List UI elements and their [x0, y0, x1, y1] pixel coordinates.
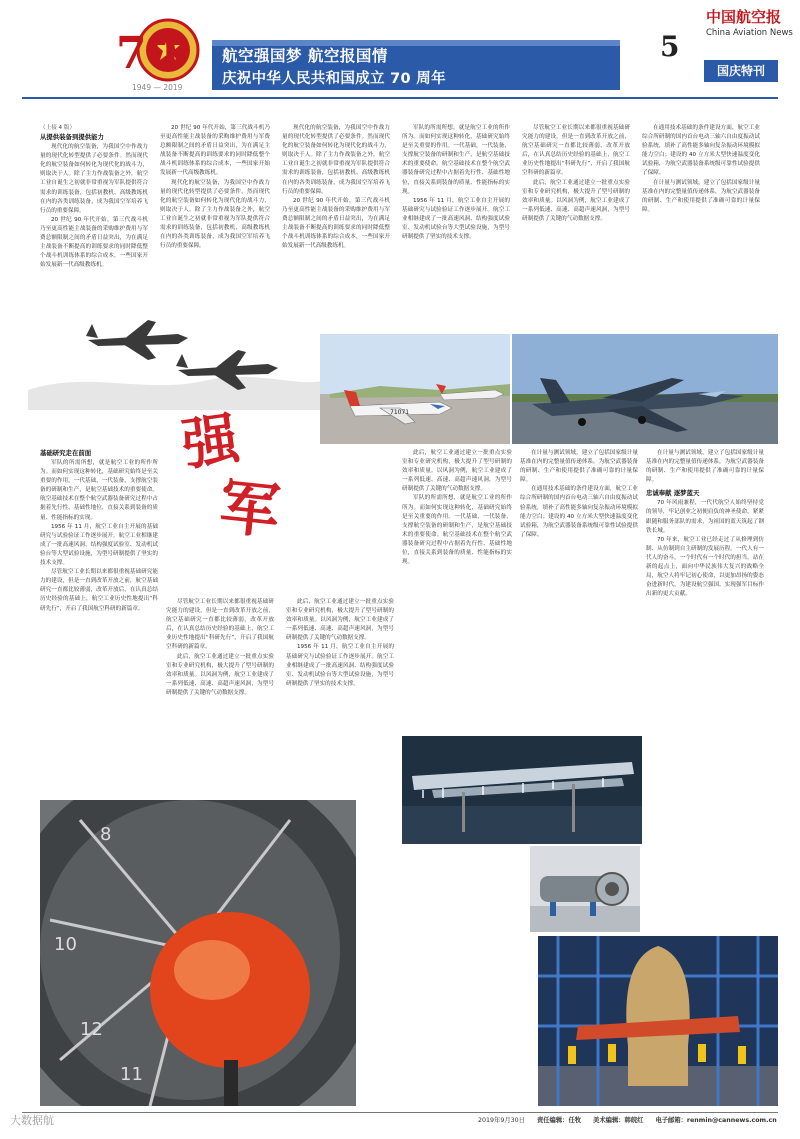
paragraph: 在计量与测试领域，建立了包括国家级计量基准在内的完整量值传递体系，为航空武器装备的研制、生产和使用提供了准确可靠的计量保障。 [642, 179, 760, 213]
header-rule [22, 97, 778, 99]
watermark: 大数据航 [10, 1114, 54, 1127]
article-column-12 [646, 449, 764, 889]
email-credit [655, 1117, 776, 1124]
art-editor-name: 韩皖红 [624, 1117, 644, 1124]
paragraph: 70 年风雨兼程，一代代航空人始终坚持党的领导，牢记创业之初便肩负的神圣使命，紧紧跟随和服务部队的需求，为祖国的蓝天筑起了钢铁长城。 [646, 500, 764, 534]
paragraph: 军队的所需所想，就是航空工业的所作所为。而如何实现这种转化，基础研究始终是至关重要的作用。一代基础，一代装备，支撑航空装备的研制和生产，是航空基础技术的重要使命。航空基础技术在整个航空武器装备研究过程中占据着先行性、基础性地位，直接关系到装备的质量、性能指标的实现。 [402, 125, 510, 195]
paragraph: 此后，航空工业通过建立一批重点实验室和专业研究机构，极大提升了型号研制的效率和质量。以风洞为例，航空工业建成了一系列低速、高速、高超声速风洞，为型号研制提供了关键的气动数据支撑。 [166, 653, 274, 696]
structural-test-rig-photo [538, 936, 778, 1106]
paragraph: 此后，航空工业通过建立一批重点实验室和专业研究机构，极大提升了型号研制的效率和质量。以风洞为例，航空工业建成了一系列低速、高速、高超声速风洞，为型号研制提供了关键的气动数据支撑。 [402, 450, 512, 493]
anniversary-number: 70 [116, 28, 178, 79]
calligraphy-char-2: 军 [215, 472, 283, 548]
article-column-3 [282, 124, 390, 304]
paragraph: 现代化的航空装备，为我国空中作战力量的现代化转型提供了必要条件。然而现代化的航空装备如何转化为现代化的战斗力，则取决于人。除了主力作战装备之外，航空工业自诞生之初就非常重视为军队提供符合需求的训练装备，包括初教机、高级教练机在内的各类训练装备，成为我国空军培养飞行员的重要保障。 [160, 179, 270, 250]
paragraph: 军队的所需所想，就是航空工业的所作所为。而如何实现这种转化，基础研究始终是至关重要的作用。一代基础，一代装备，支撑航空装备的研制和生产，是航空基础技术的重要使命。航空基础技术在整个航空武器装备研究过程中占据着先行性、基础性地位，直接关系到装备的质量、性能指标的实现。 [40, 460, 158, 521]
art-editor-label: 美术编辑： [593, 1117, 625, 1124]
svg-text:71071: 71071 [390, 409, 410, 416]
fighter-jet-taxiing-photo [512, 334, 778, 444]
article-column-4 [402, 124, 510, 304]
svg-text:12: 12 [80, 1019, 103, 1040]
paragraph: 20 世纪 90 年代开始，第三代战斗机乃至更高性能主战装备的采购维护费用与军费总额限制之间的矛盾日益突出，为在满足主战装备不断提高的训练要求的同时降低整个战斗机训练体系的综合成本，一些国家开始发展新一代高级教练机。 [282, 197, 390, 250]
icing-test-model-photo [402, 736, 642, 844]
special-issue-label: 国庆特刊 [716, 64, 765, 78]
paragraph: 20 世纪 90 年代开始，第三代战斗机乃至更高性能主战装备的采购维护费用与军费总额限制之间的矛盾日益突出，为在满足主战装备不断提高的训练要求的同时降低整个战斗机训练体系的综合成本，一些国家开始发展新一代高级教练机。 [160, 125, 270, 177]
editor-credit [537, 1117, 581, 1124]
paragraph: 此后，航空工业通过建立一批重点实验室和专业研究机构，极大提升了型号研制的效率和质量。以风洞为例，航空工业建成了一系列低速、高速、高超声速风洞，为型号研制提供了关键的气动数据支撑。 [522, 179, 630, 222]
section-heading: 从提供装备到提供能力 [40, 133, 104, 142]
article-column-6 [642, 124, 760, 304]
editor-name: 任牧 [568, 1117, 582, 1124]
paragraph: 20 世纪 90 年代开始，第三代战斗机乃至更高性能主战装备的采购维护费用与军费总额限制之间的矛盾日益突出，为在满足主战装备不断提高的训练要求的同时降低整个战斗机训练体系的综合成本，一些国家开始发展新一代高级教练机。 [40, 216, 148, 269]
newspaper-name: 中国航空报 [706, 8, 782, 26]
svg-text:8: 8 [100, 824, 112, 845]
paragraph: 在通用技术基础的条件建设方面，航空工业综合所研制的国内首台电动三轴六自由度振动试验系统，填补了高性能多轴向复杂振动环境模拟能力空白；建设的 40 立方米大型快速温度变化试验箱，为航空武器装备系统级可靠性试验提供了保障。 [520, 486, 638, 538]
section-heading: 基础研究走在前面 [40, 449, 92, 457]
paragraph: 1956 年 11 月，航空工业自主开展的基础研究与试验验证工作逐步展开。航空工业相继建成了一批高速风洞、结构强度试验室、发动机试验台等大型试验设施，为型号研制提供了坚实的技术支撑。 [40, 523, 158, 567]
paragraph: 在计量与测试领域，建立了包括国家级计量基准在内的完整量值传递体系，为航空武器装备的研制、生产和使用提供了准确可靠的计量保障。 [520, 450, 638, 484]
article-column-11 [520, 449, 638, 719]
paragraph: 在计量与测试领域，建立了包括国家级计量基准在内的完整量值传递体系，为航空武器装备的研制、生产和使用提供了准确可靠的计量保障。 [646, 450, 764, 484]
calligraphy-char-1: 强 [178, 405, 243, 479]
article-column-10 [402, 449, 512, 734]
editor-label: 责任编辑： [536, 1117, 569, 1124]
engine-test-photo [530, 846, 640, 932]
svg-text:10: 10 [54, 934, 77, 955]
paragraph: 尽管航空工业长期以来都很重视基础研究能力的建设，但是一直到改革开放之前，航空基础研究一直都比较薄弱，改革开放后，在认真总结历史经验的基础上，航空工业历史性地提出“科研先行”，开启了我国航空科研的新篇章。 [522, 125, 630, 177]
continuation-note: （上接 4 版） [40, 125, 76, 131]
anniversary-years: 1949 — 2019 [132, 83, 183, 92]
paragraph: 1956 年 11 月，航空工业自主开展的基础研究与试验验证工作逐步展开。航空工业相继建成了一批高速风洞、结构强度试验室、发动机试验台等大型试验设施，为型号研制提供了坚实的技术支撑。 [286, 644, 394, 687]
art-editor-credit [593, 1117, 643, 1124]
trainer-jets-on-apron-photo [320, 334, 510, 444]
footer-rule [22, 1112, 778, 1113]
paragraph: 在通用技术基础的条件建设方面，航空工业综合所研制的国内首台电动三轴六自由度振动试验系统，填补了高性能多轴向复杂振动环境模拟能力空白；建设的 40 立方米大型快速温度变化试验箱，为航空武器装备系统级可靠性试验提供了保障。 [642, 125, 760, 177]
email-address: renmin@cannews.com.cn [686, 1117, 777, 1124]
paragraph: 现代化的航空装备，为我国空中作战力量的现代化转型提供了必要条件。然而现代化的航空装备如何转化为现代化的战斗力，则取决于人。除了主力作战装备之外，航空工业自诞生之初就非常重视为军队提供符合需求的训练装备，包括初教机、高级教练机在内的各类训练装备，成为我国空军培养飞行员的重要保障。 [40, 144, 148, 214]
headline-secondary: 庆祝中华人民共和国成立 70 周年 [222, 71, 446, 87]
paragraph: 现代化的航空装备，为我国空中作战力量的现代化转型提供了必要条件。然而现代化的航空装备如何转化为现代化的战斗力，则取决于人。除了主力作战装备之外，航空工业自诞生之初就非常重视为军队提供符合需求的训练装备，包括初教机、高级教练机在内的各类训练装备，成为我国空军培养飞行员的重要保障。 [282, 125, 390, 195]
paragraph: 70 年来，航空工业已经走过了从修理到仿制、从仿制到自主研制的发展历程。一代人有一代人的奋斗，一个时代有一个时代的担当。站在新的起点上，面向中华民族伟大复兴的战略全局，航空人将牢记初心使命，以更加昂扬的姿态奋进新时代，为建设航空强国、实现强军目标作出新的更大贡献。 [646, 536, 764, 598]
page-number: 5 [660, 30, 680, 63]
paragraph: 军队的所需所想，就是航空工业的所作所为。而如何实现这种转化，基础研究始终是至关重要的作用。一代基础，一代装备，支撑航空装备的研制和生产，是航空基础技术的重要使命。航空基础技术在整个航空武器装备研究过程中占据着先行性、基础性地位，直接关系到装备的质量、性能指标的实现。 [402, 495, 512, 566]
svg-text:11: 11 [120, 1064, 143, 1085]
wind-tunnel-test-photo [40, 800, 356, 1106]
paragraph: 此后，航空工业通过建立一批重点实验室和专业研究机构，极大提升了型号研制的效率和质量。以风洞为例，航空工业建成了一系列低速、高速、高超声速风洞，为型号研制提供了关键的气动数据支撑。 [286, 599, 394, 642]
article-column-9 [286, 598, 394, 788]
page-footer [478, 1115, 787, 1124]
issue-date: 2019年9月30日 [478, 1117, 525, 1124]
anniversary-70-logo [108, 6, 218, 94]
article-column-5 [522, 124, 630, 304]
section-heading: 忠诚奉献 逐梦蓝天 [646, 489, 700, 498]
article-column-8 [166, 598, 274, 788]
newspaper-name-en: China Aviation News [706, 28, 793, 38]
paragraph: 尽管航空工业长期以来都很重视基础研究能力的建设，但是一直到改革开放之前，航空基础研究一直都比较薄弱，改革开放后，在认真总结历史经验的基础上，航空工业历史性地提出“科研先行”，开启了我国航空科研的新篇章。 [166, 599, 274, 651]
article-column-7 [40, 449, 158, 797]
email-label: 电子邮箱： [655, 1117, 687, 1124]
paragraph: 1956 年 11 月，航空工业自主开展的基础研究与试验验证工作逐步展开。航空工业相继建成了一批高速风洞、结构强度试验室、发动机试验台等大型试验设施，为型号研制提供了坚实的技术支撑。 [402, 197, 510, 241]
paragraph: 尽管航空工业长期以来都很重视基础研究能力的建设，但是一直到改革开放之前，航空基础研究一直都比较薄弱，改革开放后，在认真总结历史经验的基础上，航空工业历史性地提出“科研先行”，开启了我国航空科研的新篇章。 [40, 569, 158, 612]
headline-primary: 航空强国梦 航空报国情 [222, 47, 388, 65]
